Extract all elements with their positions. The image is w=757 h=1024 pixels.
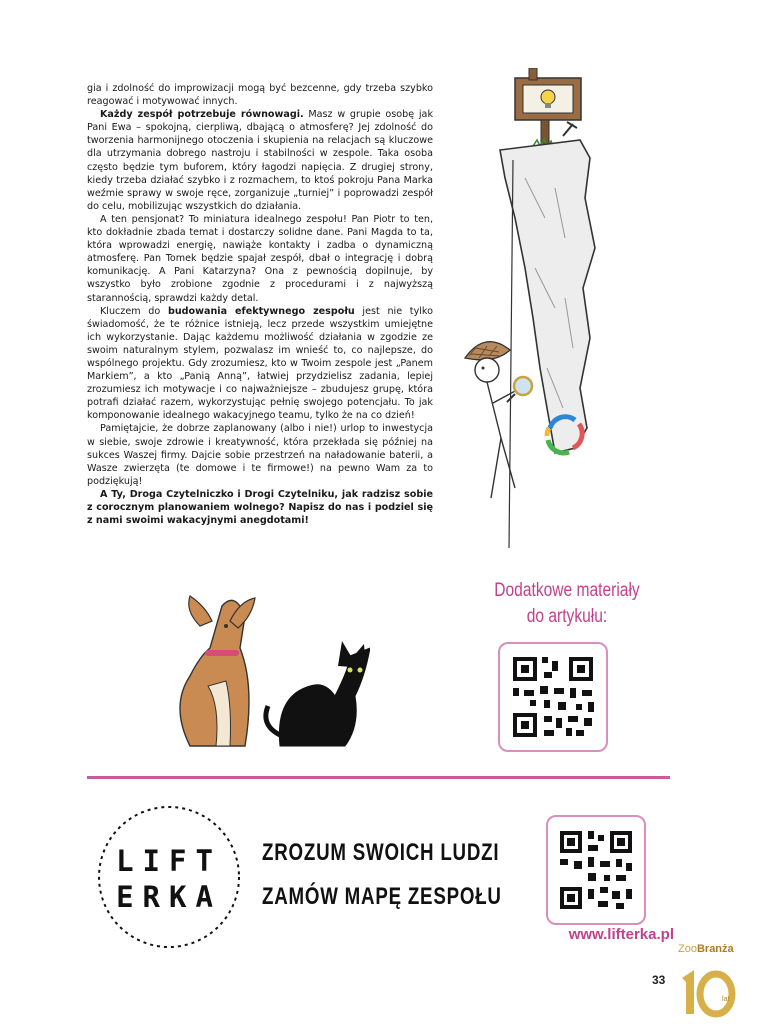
cat-icon — [266, 641, 370, 746]
article-paragraph: Pamiętajcie, że dobrze zaplanowany (albo i nie!) urlop to inwestycja w siebie, swoje zdrowie i kreatywność, która przekłada się później na sukces Waszej firmy. Dajcie sobie przestrzeń na naładowanie baterii, a Wasze zwierzęta (te domowe i te firmowe!) na pewno Wam za to podziękują! — [87, 423, 433, 487]
ten-years-logo — [676, 958, 738, 1018]
materials-title — [481, 578, 653, 630]
slogan-line1: ZROZUM SWOICH LUDZI — [262, 839, 500, 866]
brand-zoo: Zoo — [678, 943, 697, 955]
lifterka-logo — [95, 843, 243, 915]
article-paragraph: Każdy zespół potrzebuje równowagi. Masz w grupie osobę jak Pani Ewa – spokojną, cierpliwą, dbającą o atmosferę? Jej zdolność do tworzenia harmonijnego otoczenia i skupienia na relacjach są kluczowe dla utrzymania dobrego nastroju i stabilności w zespole. Taka osoba często będzie tym buforem, który łagodzi napięcia. Z drugiej strony, kiedy trzeba działać szybko i z rozmachem, to ktoś pokroju Pana Marka weźmie sprawy w swoje ręce, zorganizuje „turniej” i poprowadzi zespół do celu, mobilizując wszystkich do działania. — [87, 109, 433, 212]
cliff-detective-illustration — [455, 68, 605, 548]
materials-qr-frame[interactable] — [498, 642, 608, 752]
ad-qr-code[interactable] — [548, 817, 644, 923]
section-divider — [87, 776, 670, 779]
detective-hat-icon — [465, 342, 510, 360]
page-number: 33 — [652, 973, 666, 987]
article-paragraph: gia i zdolność do improwizacji mogą być bezcenne, gdy trzeba szybko reagować i motywować innych. — [87, 83, 433, 108]
detective-head — [475, 358, 499, 382]
climbing-rope — [509, 160, 513, 548]
dog-collar — [205, 650, 239, 656]
zoobranza-brand — [678, 943, 734, 955]
pickaxe-icon — [563, 122, 577, 136]
closing-question: A Ty, Droga Czytelniczko i Drogi Czytelniku, jak radzisz sobie z corocznym planowaniem wolnego? Napisz do nas i podziel się z nami swoimi wakacyjnymi anegdotami! — [87, 488, 433, 527]
ten-years-digit-0 — [700, 974, 732, 1014]
ad-slogan — [262, 831, 502, 919]
cliff-rock — [500, 140, 595, 453]
article-paragraph: A ten pensjonat? To miniatura idealnego zespołu! Pan Piotr to ten, kto dokładnie zbada temat i dostarczy solidne dane. Pani Magda to ta, która wprowadzi energię, nawiąże kontakty i zadba o dynamiczną atmosferę. Pan Tomek będzie spajał zespół, dbał o integrację i dobrą komunikację. A Pani Katarzyna? Ona z pewnością dopilnuje, by wszystko było zrobione zgodnie z procedurami i z najwyższą starannością, sprawdzi każdy detal. — [87, 213, 433, 304]
ten-years-digit-1 — [682, 970, 694, 1014]
dog-icon — [180, 596, 255, 746]
years-label: lat — [722, 996, 730, 1003]
logo-line1: LIFT — [116, 844, 222, 878]
lifterka-website-link[interactable]: www.lifterka.pl — [568, 926, 674, 943]
ad-qr-frame[interactable] — [546, 815, 646, 925]
materials-title-line1: Dodatkowe materiały — [494, 580, 640, 601]
materials-qr-code[interactable] — [500, 644, 606, 750]
brand-branza: Branża — [696, 943, 734, 955]
materials-title-line2: do artykułu: — [526, 606, 608, 627]
article-body — [87, 82, 433, 527]
dog-cat-illustration — [160, 586, 370, 756]
article-paragraph: Kluczem do budowania efektywnego zespołu jest nie tylko świadomość, że te różnice istnieją, lecz przede wszystkim umiejętne ich wykorzystanie. Dając każdemu możliwość działania w zgodzie ze swoim naturalnym stylem, pozwalasz im wnieść to, co najlepsze, do wspólnego projektu. Gdy zrozumiesz, kto w Twoim zespole jest „Panem Markiem”, a kto „Panią Anną”, łatwiej przydzielisz zadania, lepiej zrozumiesz ich motywacje i co najważniejsze – zbudujesz grupę, która potrafi działać razem, wykorzystując pełnię swojego potencjału. To jak komponowanie idealnego wakacyjnego teamu, tylko że na co dzień! — [87, 305, 433, 422]
slogan-line2: ZAMÓW MAPĘ ZESPOŁU — [262, 883, 502, 910]
logo-line2: ERKA — [116, 880, 222, 914]
